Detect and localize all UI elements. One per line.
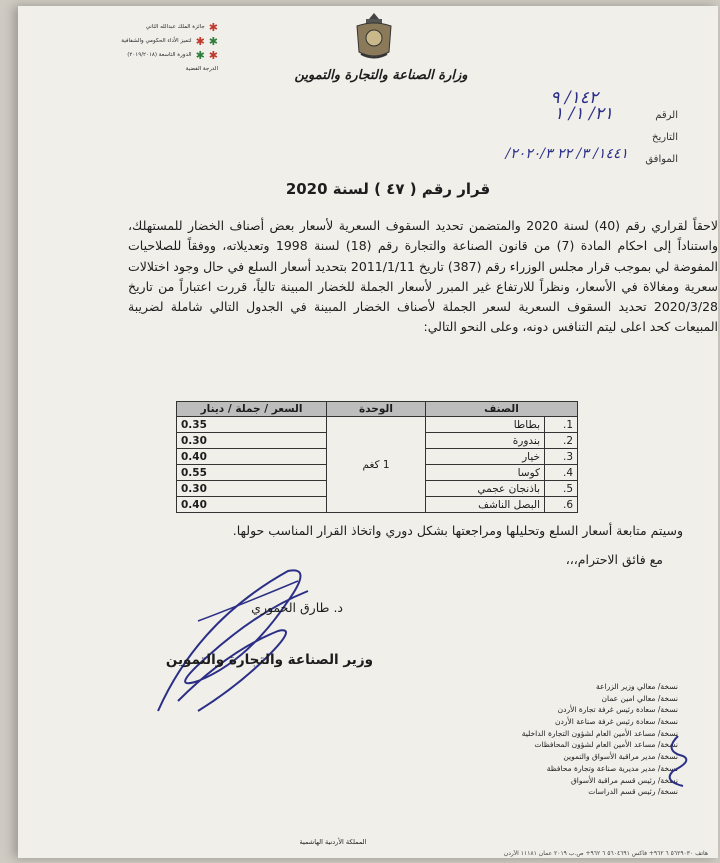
table-row: [177, 417, 578, 433]
number-label: الرقم: [655, 110, 678, 121]
price-table: [176, 401, 578, 513]
row-number: 4.: [545, 465, 578, 481]
cc-item: نسخة/ رئيس قسم مراقبة الأسواق: [570, 775, 678, 785]
row-price: 0.40: [177, 497, 327, 513]
date-value: ٢١/ ١/ ١: [554, 104, 613, 124]
row-number: 6.: [545, 497, 578, 513]
header-price: السعر / جملة / دينار: [177, 402, 327, 417]
row-number: 5.: [545, 481, 578, 497]
hijri-value: ١٤٤١/ ٣/ ٢٢ ٢٠٢٠/٣/: [505, 146, 628, 162]
coat-of-arms-icon: [349, 10, 399, 62]
date-label: التاريخ: [652, 132, 678, 143]
award-line: الدرجة الفضية: [185, 66, 218, 72]
row-price: 0.30: [177, 433, 327, 449]
cc-list: [448, 682, 678, 799]
row-price: 0.35: [177, 417, 327, 433]
cc-item: نسخة/ مدير مديرية صناعة وتجارة محافظة: [546, 763, 678, 773]
ministry-name: وزارة الصناعة والتجارة والتموين: [294, 68, 468, 83]
cc-item: نسخة/ مدير مراقبة الأسواق والتموين: [563, 752, 678, 762]
award-row: [78, 62, 218, 76]
row-item: باذنجان عجمي: [426, 481, 545, 497]
cc-item: نسخة/ سعادة رئيس غرفة تجارة الأردن: [557, 705, 678, 715]
signature-scribble: [138, 561, 318, 726]
cc-item: نسخة/ رئيس قسم الدراسات: [588, 787, 678, 797]
row-price: 0.30: [177, 481, 327, 497]
award-line: لتميز الأداء الحكومي والشفافية: [121, 38, 192, 44]
row-number: 1.: [545, 417, 578, 433]
row-number: 3.: [545, 449, 578, 465]
decision-body: لاحقاً لقراري رقم (40) لسنة 2020 والمتضمن تحديد السقوف السعرية لأسعار بعض أصناف الخضار للمستهلك، واستناداً إلى احكام المادة (7) من قانون الصناعة والتجارة رقم (18) لسنة 1998 وتعديلاته، ووفقاً للصلاحيات المفوضة لي بموجب قرار مجلس الوزراء رقم (387) تاريخ 2011/1/11 بتحديد أسعار السلع في حال وجود اختلالات سعرية ومغالاة في الأسعار، ونظراً للارتفاع غير المبرر لأسعار الجملة للخضار المبينة تالياً، قررت اعتباراً من تاريخ 2020/3/28 تحديد السقوف السعرية لسعر الجملة لأصناف الخضار المبينة في الجدول التالي شاملة لضريبة المبيعات كحد اعلى ليتم التنافس دونه، وعلى النحو التالي:: [128, 218, 719, 335]
row-price: 0.40: [177, 449, 327, 465]
header-item: الصنف: [426, 402, 578, 417]
decision-title: قرار رقم ( ٤٧ ) لسنة 2020: [285, 180, 491, 198]
star-icon: ✱: [195, 34, 205, 48]
star-icon: ✱: [208, 20, 218, 34]
row-item: بطاطا: [426, 417, 545, 433]
row-item: البصل الناشف: [426, 497, 545, 513]
cc-item: نسخة/ مساعد الأمين العام لشؤون المحافظات: [534, 740, 678, 750]
header-unit: الوحدة: [327, 402, 426, 417]
row-price: 0.55: [177, 465, 327, 481]
signatory-name: د. طارق الحموري: [251, 600, 343, 615]
row-item: بندورة: [426, 433, 545, 449]
document-page: [18, 6, 718, 858]
regards-text: مع فائق الاحترام،،،: [565, 552, 663, 567]
award-row: [78, 34, 218, 48]
star-icon: ✱: [208, 34, 218, 48]
row-number: 2.: [545, 433, 578, 449]
cc-item: نسخة/ معالي امين عمان: [601, 693, 678, 703]
signatory-title: وزير الصناعة والتجارة والتموين: [165, 652, 373, 668]
footer-country: المملكة الأردنية الهاشمية: [299, 838, 367, 846]
number-value: ١٤٢/ ٩: [550, 88, 598, 108]
row-item: خيار: [426, 449, 545, 465]
award-row: [78, 20, 218, 34]
cc-item: نسخة/ سعادة رئيس غرفة صناعة الأردن: [555, 717, 678, 727]
followup-text: وسيتم متابعة أسعار السلع وتحليلها ومراجعتها بشكل دوري واتخاذ القرار المناسب حولها.: [232, 523, 683, 538]
unit-cell: 1 كغم: [327, 417, 426, 513]
award-line: جائزة الملك عبدالله الثاني: [145, 24, 205, 30]
cc-item: نسخة/ معالي وزير الزراعة: [596, 682, 678, 691]
star-icon: ✱: [195, 48, 205, 62]
cc-item: نسخة/ مساعد الأمين العام لشؤون التجارة الداخلية: [521, 728, 678, 738]
margin-scribble: [658, 731, 698, 791]
award-block: [78, 20, 218, 76]
footer-contact: هاتف ٥٦٢٩٠٣٠ ٦ ٩٦٢+ فاكس ٥٦٠٤٦٩١ ٦ ٩٦٢+ ص.ب ٢٠١٩ عمان ١١١٨١ الأردن: [503, 850, 708, 857]
table-header-row: [177, 402, 578, 417]
award-row: [78, 48, 218, 62]
award-line: الدورة التاسعة (٢٠١٩/٢٠١٨): [127, 52, 192, 58]
row-item: كوسا: [426, 465, 545, 481]
star-icon: ✱: [208, 48, 218, 62]
hijri-label: الموافق: [645, 154, 678, 165]
